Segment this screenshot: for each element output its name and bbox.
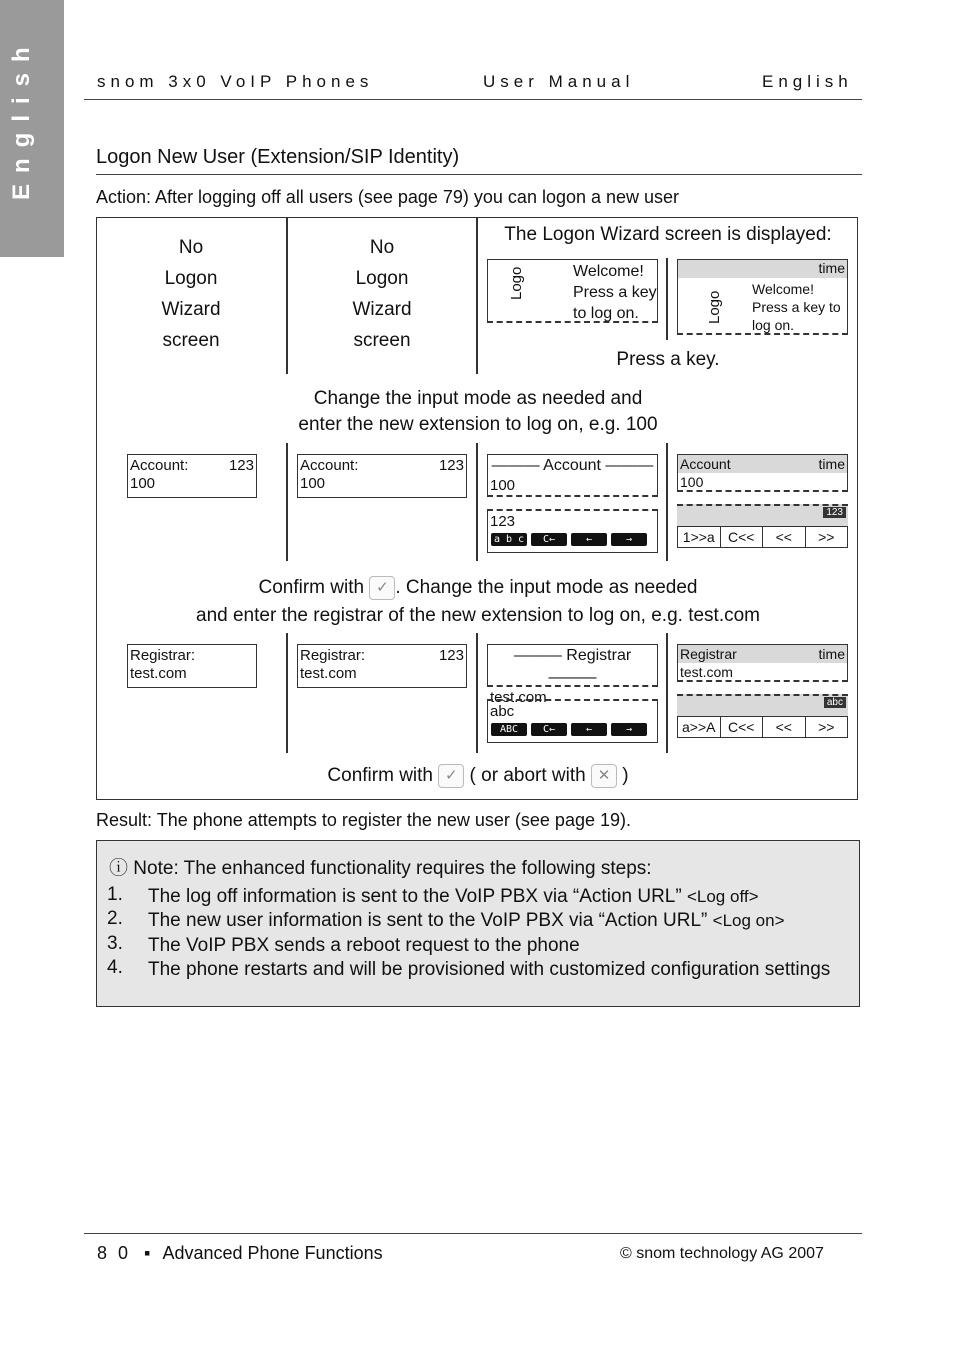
welcome-screen-small: Logo Welcome! Press a key to log on. xyxy=(487,259,658,323)
registrar-screen-col3: ——— Registrar ——— test.com xyxy=(487,644,658,687)
result-label: Result: xyxy=(96,810,153,830)
registrar-input-box[interactable] xyxy=(487,699,658,743)
divider xyxy=(666,258,668,340)
action-label: Action: xyxy=(96,187,152,207)
footer-rule xyxy=(84,1233,862,1234)
softkey-mode[interactable]: a>>A xyxy=(678,717,721,737)
divider xyxy=(476,633,478,753)
divider xyxy=(286,218,288,374)
softkey-right[interactable]: >> xyxy=(818,719,835,735)
note-box: ⓘ Note: The enhanced functionality requires the following steps: 1. The log off information is sent to the VoIP PBX via “Action URL” <Log off> 2. The new user information is sent to the VoIP PBX via “Action URL” <Log on> 3. The VoIP PBX sends a reboot request to the phone 4. The phone restarts and will be provisioned with customized configuration settings xyxy=(96,840,860,1007)
account-screen-col1: Account: 123 100 xyxy=(127,454,257,498)
left-arrow-key: ← xyxy=(571,533,607,546)
no-logon-wizard-col2: No Logon Wizard screen xyxy=(352,237,412,351)
press-key-caption: Press a key. xyxy=(616,349,720,370)
action-line xyxy=(96,187,679,208)
softkey-mode[interactable]: 1>>a xyxy=(678,527,721,547)
header-language: English xyxy=(762,72,853,91)
action-text: After logging off all users (see page 79) you can logon a new user xyxy=(155,187,680,207)
note-header xyxy=(109,853,652,880)
title-rule xyxy=(96,174,862,175)
registrar-screen-col1: Registrar: test.com xyxy=(127,644,257,688)
left-arrow-key: ← xyxy=(571,723,607,736)
footer-section: Advanced Phone Functions xyxy=(162,1243,383,1263)
divider xyxy=(476,443,478,561)
page-number: 8 0 xyxy=(97,1243,132,1263)
softkey-left[interactable]: << xyxy=(763,717,806,737)
logo-placeholder: Logo xyxy=(508,266,525,300)
language-side-label xyxy=(8,152,36,200)
registrar-screen-col4: Registrar time test.com xyxy=(677,644,848,682)
softkey-left[interactable]: << xyxy=(763,527,806,547)
account-screen-col2: Account: 123 100 xyxy=(297,454,467,498)
divider xyxy=(286,443,288,561)
right-arrow-key: → xyxy=(611,723,647,736)
no-logon-wizard-col1: No Logon Wizard screen xyxy=(161,237,221,351)
account-input-box[interactable] xyxy=(487,509,658,553)
softkey-clear[interactable]: C<< xyxy=(721,717,764,737)
divider xyxy=(666,633,668,753)
account-screen-col3: ——— Account ——— 100 xyxy=(487,454,658,497)
check-icon: ✓ xyxy=(438,764,464,788)
divider xyxy=(286,633,288,753)
mode-key: a b c xyxy=(491,533,527,546)
right-arrow-key: → xyxy=(611,533,647,546)
welcome-screen-large: time Logo Welcome! Press a key to log on. xyxy=(677,259,848,335)
wizard-caption: The Logon Wizard screen is displayed: xyxy=(504,224,832,245)
account-input-value: 123 xyxy=(490,513,516,530)
divider xyxy=(476,218,478,374)
account-softkey-panel xyxy=(677,504,848,546)
backspace-key: C← xyxy=(531,723,567,736)
footer-copyright: © snom technology AG 2007 xyxy=(620,1245,824,1262)
step3-instruction: Confirm with ✓ . Change the input mode as needed and enter the registrar of the new extension to log on, e.g. test.com xyxy=(196,577,760,626)
footer-bullet: ▪ xyxy=(144,1243,151,1263)
mode-key: ABC xyxy=(491,723,527,736)
softkey-right[interactable]: >> xyxy=(818,529,835,545)
status-bar-time: time xyxy=(678,260,847,278)
step2-instruction: Change the input mode as needed and enter the new extension to log on, e.g. 100 xyxy=(298,388,658,435)
result-text: The phone attempts to register the new user (see page 19). xyxy=(156,810,631,830)
registrar-input-value: abc xyxy=(490,703,515,720)
input-mode-icon: abc xyxy=(824,697,846,708)
cancel-x-icon: ✕ xyxy=(591,764,617,788)
note-intro: : The enhanced functionality requires the following steps: xyxy=(173,858,652,879)
header-rule xyxy=(84,99,862,100)
backspace-key: C← xyxy=(531,533,567,546)
registrar-screen-col2: Registrar: 123 test.com xyxy=(297,644,467,688)
divider xyxy=(666,443,668,561)
logo-placeholder: Logo xyxy=(706,290,723,324)
result-line xyxy=(96,810,631,831)
note-label: Note xyxy=(133,858,174,879)
account-screen-col4: Account time 100 xyxy=(677,454,848,492)
check-icon: ✓ xyxy=(369,576,395,600)
input-mode-icon: 123 xyxy=(823,507,846,518)
footer-left xyxy=(97,1243,383,1264)
section-title: Logon New User (Extension/SIP Identity) xyxy=(96,146,460,168)
registrar-softkey-panel xyxy=(677,694,848,736)
header-product: snom 3x0 VoIP Phones xyxy=(97,72,374,91)
info-icon: ⓘ xyxy=(109,858,129,879)
final-confirm: Confirm with ✓ ( or abort with ✕ ) xyxy=(327,765,629,787)
softkey-clear[interactable]: C<< xyxy=(721,527,764,547)
header-manual: User Manual xyxy=(483,72,635,91)
